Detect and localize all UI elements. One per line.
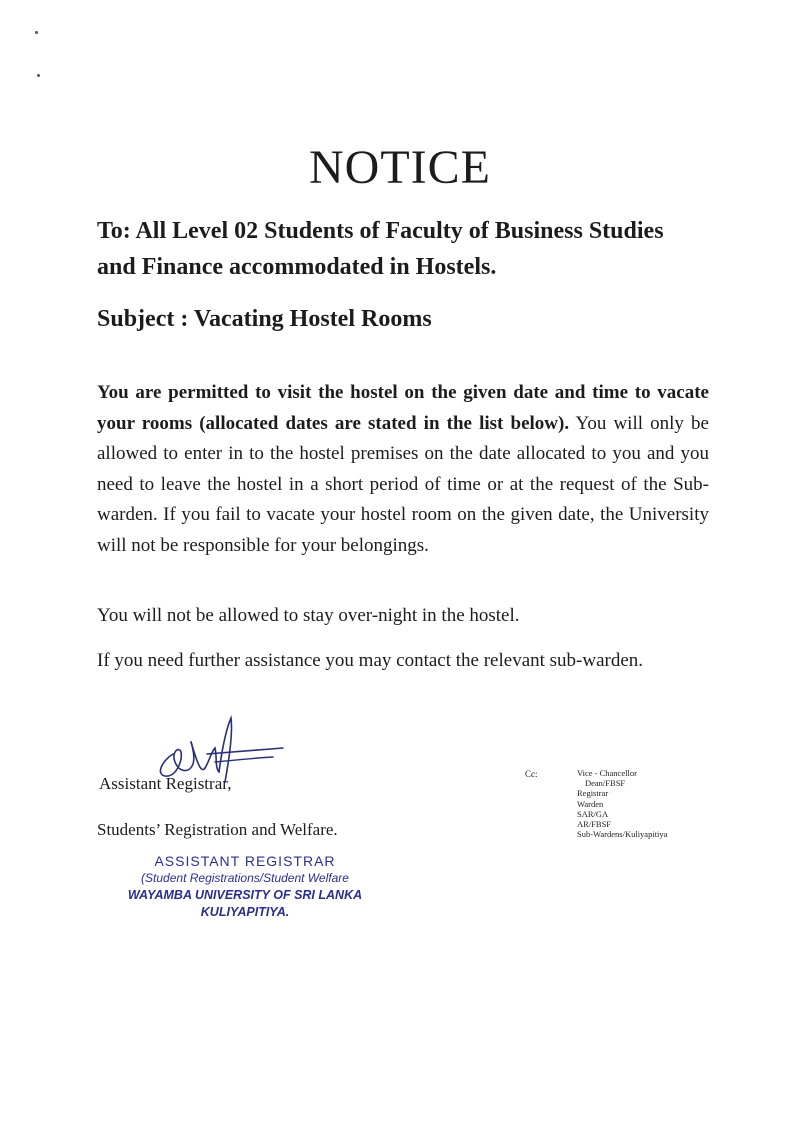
stamp-line-university: WAYAMBA UNIVERSITY OF SRI LANKA (127, 888, 363, 902)
scan-speck (35, 31, 38, 34)
cc-label: Cc: (525, 769, 538, 779)
stamp-line-location: KULIYAPITIYA. (200, 905, 290, 919)
cc-recipient: Dean/FBSF (585, 778, 626, 789)
body-paragraph-2: You will not be allowed to stay over-night in the hostel. (97, 605, 520, 626)
stamp-line-division: (Student Registrations/Student Welfare (141, 871, 349, 885)
cc-recipient: SAR/GA (577, 808, 609, 819)
signatory-unit: Students’ Registration and Welfare. (97, 820, 338, 839)
cc-recipient: Warden (577, 798, 604, 809)
body-paragraph-1-bold: You are permitted to visit the hostel on the given date and time to vacate your rooms (allocated dates are stated in the list below). (97, 382, 709, 434)
cc-recipient-list (577, 768, 667, 839)
cc-recipient: Registrar (577, 788, 609, 799)
cc-recipient: Vice - Chancellor (577, 768, 637, 778)
cc-recipient: AR/FBSF (577, 819, 612, 830)
recipient-line: To: All Level 02 Students of Faculty of Business Studies and Finance accommodated in Hostels. (97, 218, 664, 280)
subject-line: Subject : Vacating Hostel Rooms (97, 306, 432, 332)
scan-speck (37, 74, 40, 77)
signatory-title: Assistant Registrar, (99, 774, 232, 793)
stamp-line-title: ASSISTANT REGISTRAR (154, 853, 336, 869)
body-paragraph-1-rest: You will only be allowed to enter in to the hostel premises on the date allocated to you and you need to leave the hostel in a short period of time or at the request of the Sub-warden. If you fail to vacate your hostel room on the given date, the University will not be responsible for your belongings. (97, 412, 709, 556)
body-paragraph-1 (97, 378, 709, 561)
official-stamp (110, 853, 380, 921)
body-paragraph-3: If you need further assistance you may contact the relevant sub-warden. (97, 650, 644, 671)
notice-title: NOTICE (309, 141, 491, 194)
cc-recipient: Sub-Wardens/Kuliyapitiya (577, 829, 668, 840)
